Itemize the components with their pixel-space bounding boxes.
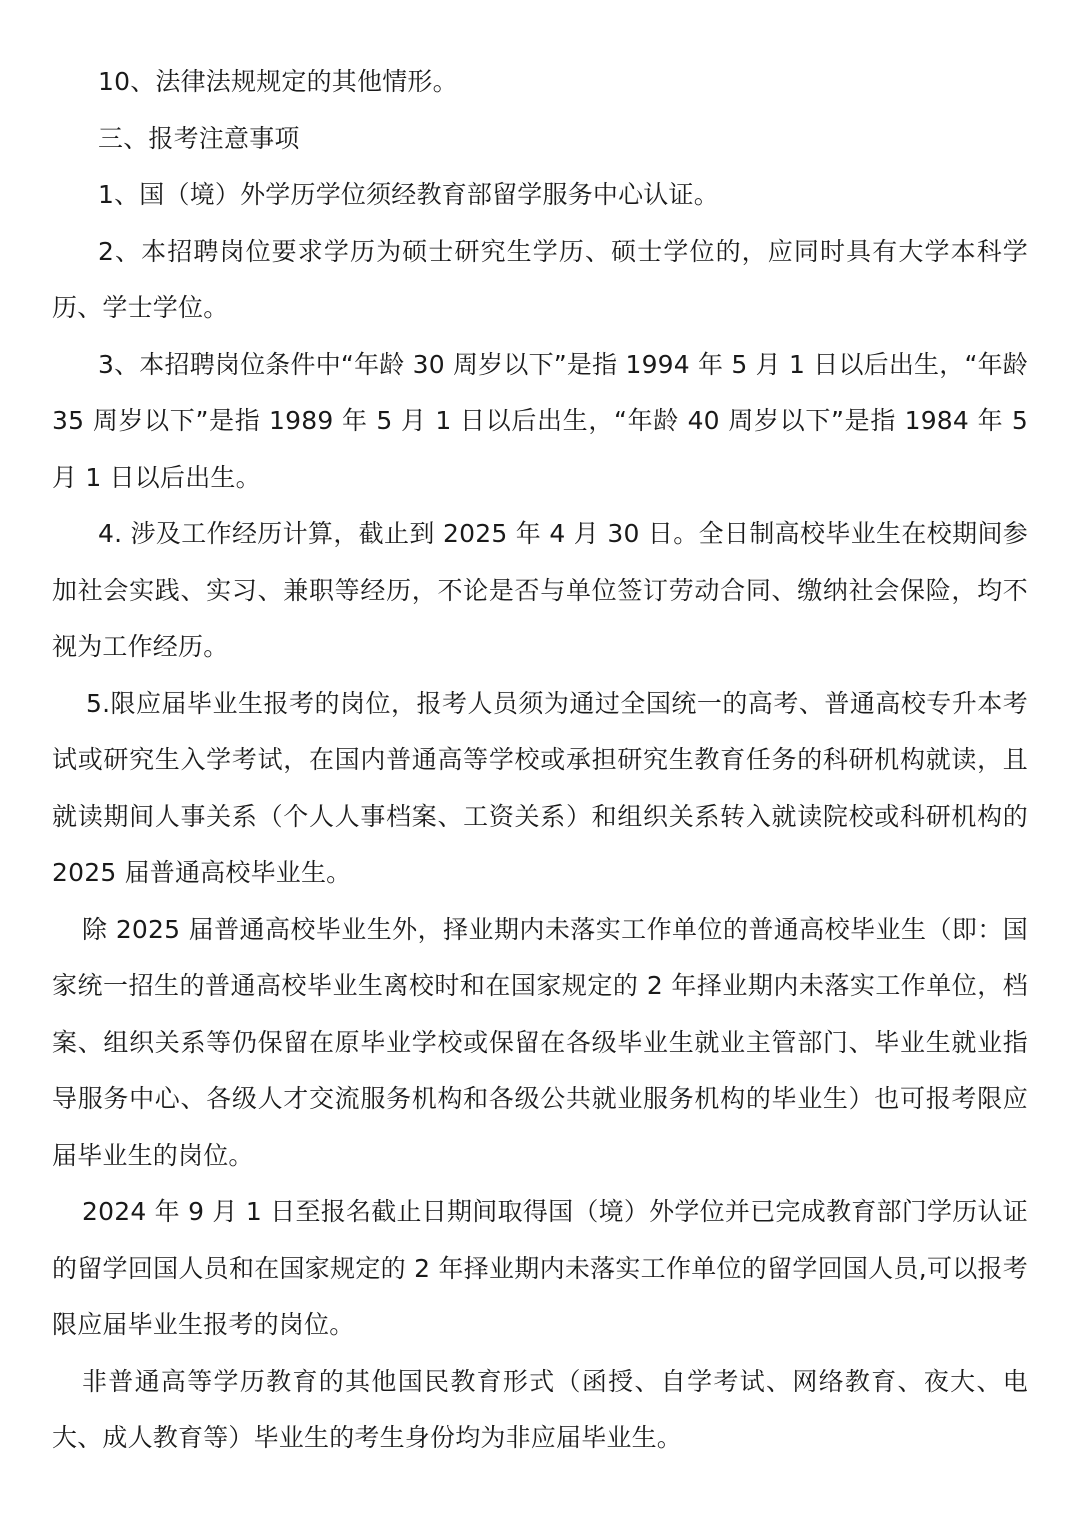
note-5: 5.限应届毕业生报考的岗位，报考人员须为通过全国统一的高考、普通高校专升本考试或研究生入学考试，在国内普通高等学校或承担研究生教育任务的科研机构就读，且就读期间人事关系（个人人事档案、工资关系）和组织关系转入就读院校或科研机构的 2025 届普通高校毕业生。 xyxy=(52,688,1028,887)
note-5-paragraph-non-regular-education: 非普通高等学历教育的其他国民教育形式（函授、自学考试、网络教育、夜大、电大、成人教育等）毕业生的考生身份均为非应届毕业生。 xyxy=(52,1366,1028,1452)
paragraph-item-10: 10、法律法规规定的其他情形。 xyxy=(98,67,458,96)
note-5-paragraph-unemployed-graduates: 除 2025 届普通高校毕业生外，择业期内未落实工作单位的普通高校毕业生（即：国家统一招生的普通高校毕业生离校时和在国家规定的 2 年择业期内未落实工作单位，档案、组织关系等仍保留在原毕业学校或保留在各级毕业生就业主管部门、毕业生就业指导服务中心、各级人才交流服务机构和各级公共就业服务机构的毕业生）也可报考限应届毕业生的岗位。 xyxy=(52,914,1028,1170)
note-5-paragraph-returnees: 2024 年 9 月 1 日至报名截止日期间取得国（境）外学位并已完成教育部门学历认证的留学回国人员和在国家规定的 2 年择业期内未落实工作单位的留学回国人员,可以报考限应届毕业生报考的岗位。 xyxy=(52,1197,1028,1339)
note-1: 1、国（境）外学历学位须经教育部留学服务中心认证。 xyxy=(98,180,719,209)
note-4: 4. 涉及工作经历计算，截止到 2025 年 4 月 30 日。全日制高校毕业生在校期间参加社会实践、实习、兼职等经历，不论是否与单位签订劳动合同、缴纳社会保险，均不视为工作经历。 xyxy=(52,519,1028,661)
section-heading-notes: 三、报考注意事项 xyxy=(98,123,300,153)
note-2: 2、本招聘岗位要求学历为硕士研究生学历、硕士学位的，应同时具有大学本科学历、学士学位。 xyxy=(52,236,1028,322)
note-3: 3、本招聘岗位条件中“年龄 30 周岁以下”是指 1994 年 5 月 1 日以后出生，“年龄 35 周岁以下”是指 1989 年 5 月 1 日以后出生，“年龄 40 周岁以下”是指 1984 年 5 月 1 日以后出生。 xyxy=(52,349,1028,492)
